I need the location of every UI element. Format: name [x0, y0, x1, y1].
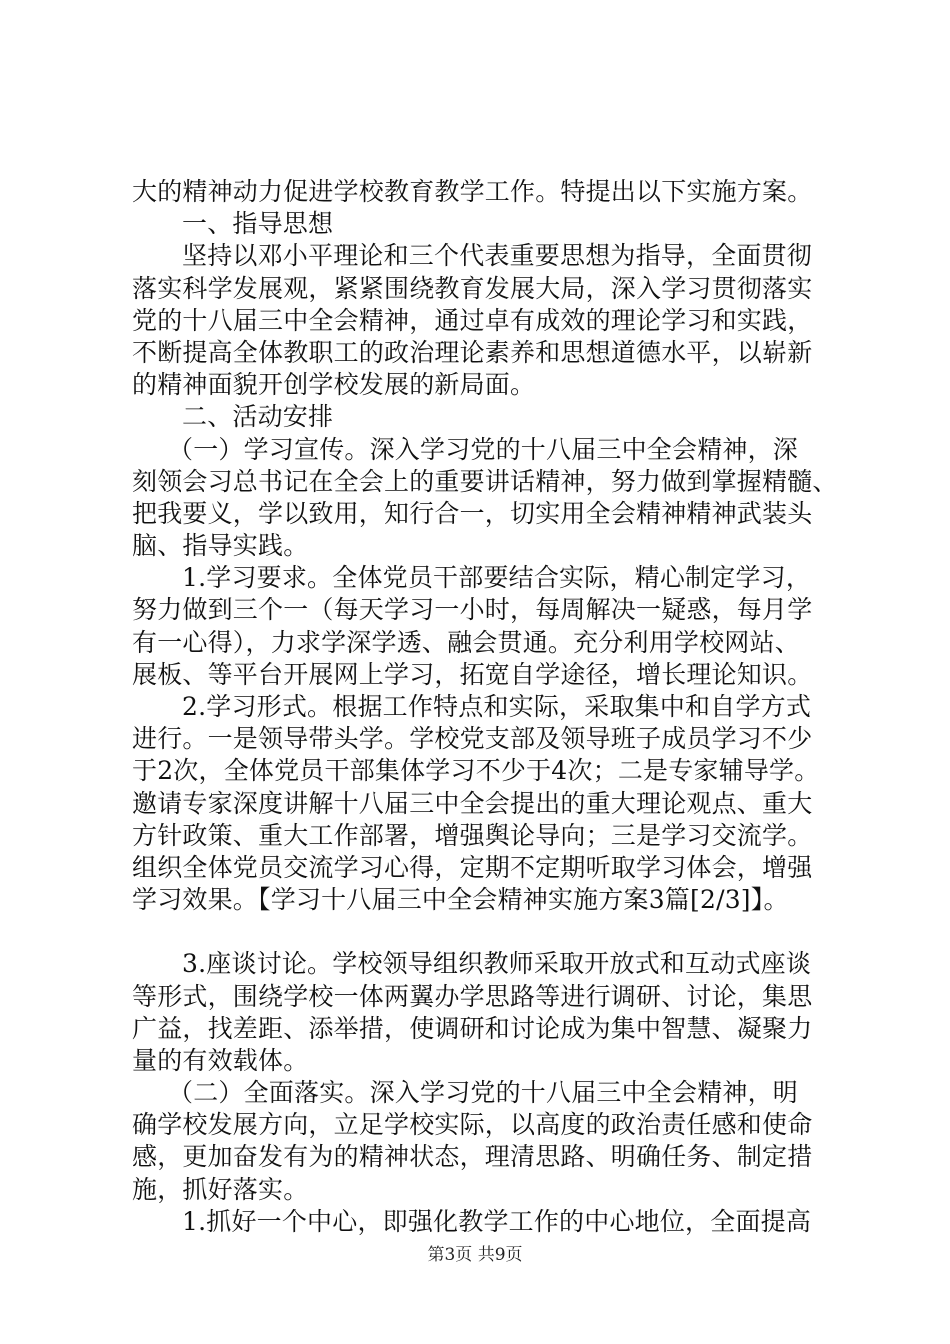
- page-number-footer: 第3页 共9页: [427, 1245, 523, 1265]
- text-line: 努力做到三个一（每天学习一小时，每周解决一疑惑，每月学: [132, 595, 813, 625]
- text-line: 邀请专家深度讲解十八届三中全会提出的重大理论观点、重大: [132, 788, 813, 818]
- text-line: 等形式，围绕学校一体两翼办学思路等进行调研、讨论，集思: [132, 981, 813, 1011]
- text-line: 感，更加奋发有为的精神状态，理清思路、明确任务、制定措: [132, 1142, 813, 1172]
- text-line: 党的十八届三中全会精神，通过卓有成效的理论学习和实践，: [132, 305, 813, 335]
- text-line: 不断提高全体教职工的政治理论素养和思想道德水平，以崭新: [132, 337, 813, 367]
- text-line: 落实科学发展观，紧紧围绕教育发展大局，深入学习贯彻落实: [132, 273, 813, 303]
- text-line: 展板、等平台开展网上学习，拓宽自学途径，增长理论知识。: [132, 659, 813, 689]
- text-line: （二）全面落实。深入学习党的十八届三中全会精神，明: [168, 1078, 799, 1108]
- text-line: 进行。一是领导带头学。学校党支部及领导班子成员学习不少: [132, 724, 813, 754]
- text-line: 组织全体党员交流学习心得，定期不定期听取学习体会，增强: [132, 852, 813, 882]
- text-line: 脑、指导实践。: [132, 531, 309, 561]
- text-line: 量的有效载体。: [132, 1045, 309, 1075]
- text-line: 于2次，全体党员干部集体学习不少于4次；二是专家辅导学。: [132, 756, 820, 786]
- text-line: 确学校发展方向，立足学校实际，以高度的政治责任感和使命: [132, 1110, 813, 1140]
- text-line: 坚持以邓小平理论和三个代表重要思想为指导，全面贯彻: [182, 241, 813, 271]
- text-line: 2.学习形式。根据工作特点和实际，采取集中和自学方式: [182, 692, 812, 721]
- text-line: 刻领会习总书记在全会上的重要讲话精神，努力做到掌握精髓、: [132, 466, 838, 496]
- text-line: 有一心得），力求学深学透、融会贯通。充分利用学校网站、: [132, 627, 800, 657]
- text-line: 的精神面貌开创学校发展的新局面。: [132, 370, 536, 400]
- section-heading-activity-arrangement: 二、活动安排: [182, 402, 334, 432]
- text-line: 方针政策、重大工作部署，增强舆论导向；三是学习交流学。: [132, 820, 813, 850]
- paragraph-gap: [132, 916, 832, 948]
- section-heading-guiding-ideology: 一、指导思想: [182, 209, 334, 239]
- text-line: 把我要义，学以致用，知行合一，切实用全会精神精神武装头: [132, 498, 813, 528]
- text-line: 3.座谈讨论。学校领导组织教师采取开放式和互动式座谈: [182, 949, 812, 979]
- text-line: 1.抓好一个中心，即强化教学工作的中心地位，全面提高: [182, 1206, 812, 1236]
- text-line: 大的精神动力促进学校教育教学工作。特提出以下实施方案。: [132, 177, 813, 206]
- text-line: 1.学习要求。全体党员干部要结合实际，精心制定学习，: [182, 563, 812, 593]
- text-line: 广益，找差距、添举措，使调研和讨论成为集中智慧、凝聚力: [132, 1013, 813, 1043]
- document-body: [132, 176, 838, 1238]
- text-line: 学习效果。【学习十八届三中全会精神实施方案3篇[2/3]】。: [132, 885, 789, 915]
- text-line: 施，抓好落实。: [132, 1174, 309, 1204]
- text-line: （一）学习宣传。深入学习党的十八届三中全会精神，深: [168, 434, 799, 464]
